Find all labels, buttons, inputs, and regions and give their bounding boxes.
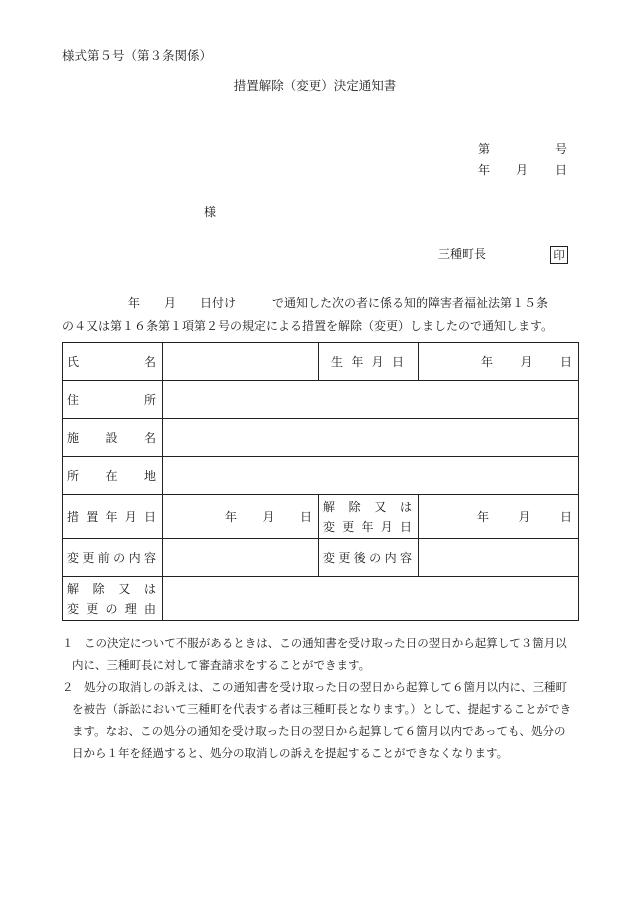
issuer-name: 三種町長 xyxy=(438,247,487,261)
note-line: を被告（訴訟において三種町を代表する者は三種町長となります。）として、提起することができ xyxy=(72,702,572,716)
label-char: 日 xyxy=(143,510,156,524)
note-number: １ xyxy=(62,636,74,650)
label-char: 解 xyxy=(323,499,336,514)
address-label xyxy=(63,381,163,419)
label-char: 後 xyxy=(353,551,366,565)
label-char: 容 xyxy=(399,551,412,565)
table-row-name xyxy=(63,343,579,381)
day-char: 日 xyxy=(559,355,572,369)
doc-number-prefix: 第 xyxy=(478,142,491,156)
label-char: は xyxy=(399,499,412,514)
reason-label xyxy=(63,577,163,621)
label-char: 更 xyxy=(86,601,99,616)
facility-location-label xyxy=(63,457,163,495)
address-value[interactable] xyxy=(163,381,579,419)
doc-date-month: 月 xyxy=(516,163,529,177)
note-line: 日から１年を経過すると、処分の取消しの訴えを提起することができなくなります。 xyxy=(72,746,509,760)
label-char: 設 xyxy=(105,431,118,445)
table-row-address xyxy=(63,381,579,419)
birthdate-value[interactable] xyxy=(419,343,579,381)
table-row-facility-name xyxy=(63,419,579,457)
label-char: 内 xyxy=(128,551,141,565)
label-char: 所 xyxy=(143,393,156,407)
label-char: 名 xyxy=(143,355,156,369)
label-char: 年 xyxy=(361,519,374,534)
month-char: 月 xyxy=(262,510,275,524)
release-date-value[interactable] xyxy=(419,495,579,539)
label-char: 日 xyxy=(399,519,412,534)
facility-name-value[interactable] xyxy=(163,419,579,457)
label-char: 又 xyxy=(118,581,131,596)
year-char: 年 xyxy=(477,510,490,524)
table-row-facility-location xyxy=(63,457,579,495)
body-text xyxy=(62,292,582,338)
table-row-dates xyxy=(63,495,579,539)
before-change-value[interactable] xyxy=(163,539,319,577)
info-table xyxy=(62,342,579,621)
month-char: 月 xyxy=(518,510,531,524)
doc-date-day: 日 xyxy=(555,163,568,177)
label-char: の xyxy=(113,551,126,565)
month-char: 月 xyxy=(520,355,533,369)
release-date-label xyxy=(319,495,419,539)
note-line: この決定について不服があるときは、この通知書を受け取った日の翌日から起算して３箇月以 xyxy=(84,636,567,650)
label-char: 所 xyxy=(67,469,80,483)
label-char: 氏 xyxy=(67,355,80,369)
facility-name-label xyxy=(63,419,163,457)
release-date-label-line1 xyxy=(319,497,418,517)
year-char: 年 xyxy=(225,510,238,524)
label-char: 住 xyxy=(67,393,80,407)
label-char: 月 xyxy=(371,355,384,369)
label-char: 変 xyxy=(67,601,80,616)
label-char: 更 xyxy=(82,551,95,565)
note-line: 内に、三種町長に対して審査請求をすることができます。 xyxy=(72,658,371,672)
seal-mark: 印 xyxy=(553,248,565,262)
doc-date-year: 年 xyxy=(478,163,491,177)
body-line-1: 年 月 日付け で通知した次の者に係る知的障害者福祉法第１５条 xyxy=(128,296,549,310)
reason-label-line2 xyxy=(63,599,162,619)
label-char: 地 xyxy=(143,469,156,483)
label-char: 変 xyxy=(323,519,336,534)
label-char: 更 xyxy=(342,519,355,534)
note-number: ２ xyxy=(62,680,74,694)
label-char: 施 xyxy=(67,431,80,445)
note-line: 処分の取消しの訴えは、この通知書を受け取った日の翌日から起算して６箇月以内に、三種町 xyxy=(84,680,567,694)
body-line-2: の４又は第１６条第１項第２号の規定による措置を解除（変更）しましたので通知します。 xyxy=(62,319,554,333)
after-change-label xyxy=(319,539,419,577)
label-char: 又 xyxy=(374,499,387,514)
label-char: 月 xyxy=(380,519,393,534)
label-char: 年 xyxy=(351,355,364,369)
addressee-suffix: 様 xyxy=(204,205,217,219)
document-title: 措置解除（変更）決定通知書 xyxy=(233,78,397,93)
label-char: 前 xyxy=(97,551,110,565)
name-label xyxy=(63,343,163,381)
label-char: 内 xyxy=(384,551,397,565)
after-change-value[interactable] xyxy=(419,539,579,577)
label-char: 在 xyxy=(105,469,118,483)
notes-section xyxy=(62,632,586,764)
measure-date-value[interactable] xyxy=(163,495,319,539)
label-char: 理 xyxy=(124,601,137,616)
label-char: 由 xyxy=(143,601,156,616)
birthdate-label xyxy=(319,343,419,381)
label-char: 除 xyxy=(92,581,105,596)
note-item xyxy=(62,676,586,764)
label-char: 措 xyxy=(67,510,80,524)
label-char: 変 xyxy=(67,551,80,565)
doc-number-suffix: 号 xyxy=(555,142,568,156)
label-char: 名 xyxy=(143,431,156,445)
note-item xyxy=(62,632,586,676)
label-char: の xyxy=(369,551,382,565)
name-value[interactable] xyxy=(163,343,319,381)
seal-box xyxy=(550,246,568,264)
label-char: は xyxy=(143,581,156,596)
label-char: 容 xyxy=(143,551,156,565)
reason-label-line1 xyxy=(63,579,162,599)
note-line: ます。なお、この処分の通知を受け取った日の翌日から起算して６箇月以内であっても、処分の xyxy=(72,724,566,738)
label-char: 年 xyxy=(105,510,118,524)
reason-value[interactable] xyxy=(163,577,579,621)
label-char: 更 xyxy=(338,551,351,565)
release-date-label-line2 xyxy=(319,517,418,537)
label-char: 月 xyxy=(124,510,137,524)
facility-location-value[interactable] xyxy=(163,457,579,495)
year-char: 年 xyxy=(481,355,494,369)
form-label: 様式第５号（第３条関係） xyxy=(62,48,213,63)
day-char: 日 xyxy=(559,510,572,524)
day-char: 日 xyxy=(299,510,312,524)
label-char: の xyxy=(105,601,118,616)
label-char: 置 xyxy=(86,510,99,524)
label-char: 変 xyxy=(323,551,336,565)
label-char: 解 xyxy=(67,581,80,596)
label-char: 生 xyxy=(331,355,344,369)
table-row-contents xyxy=(63,539,579,577)
label-char: 除 xyxy=(348,499,361,514)
table-row-reason xyxy=(63,577,579,621)
measure-date-label xyxy=(63,495,163,539)
label-char: 日 xyxy=(391,355,404,369)
before-change-label xyxy=(63,539,163,577)
